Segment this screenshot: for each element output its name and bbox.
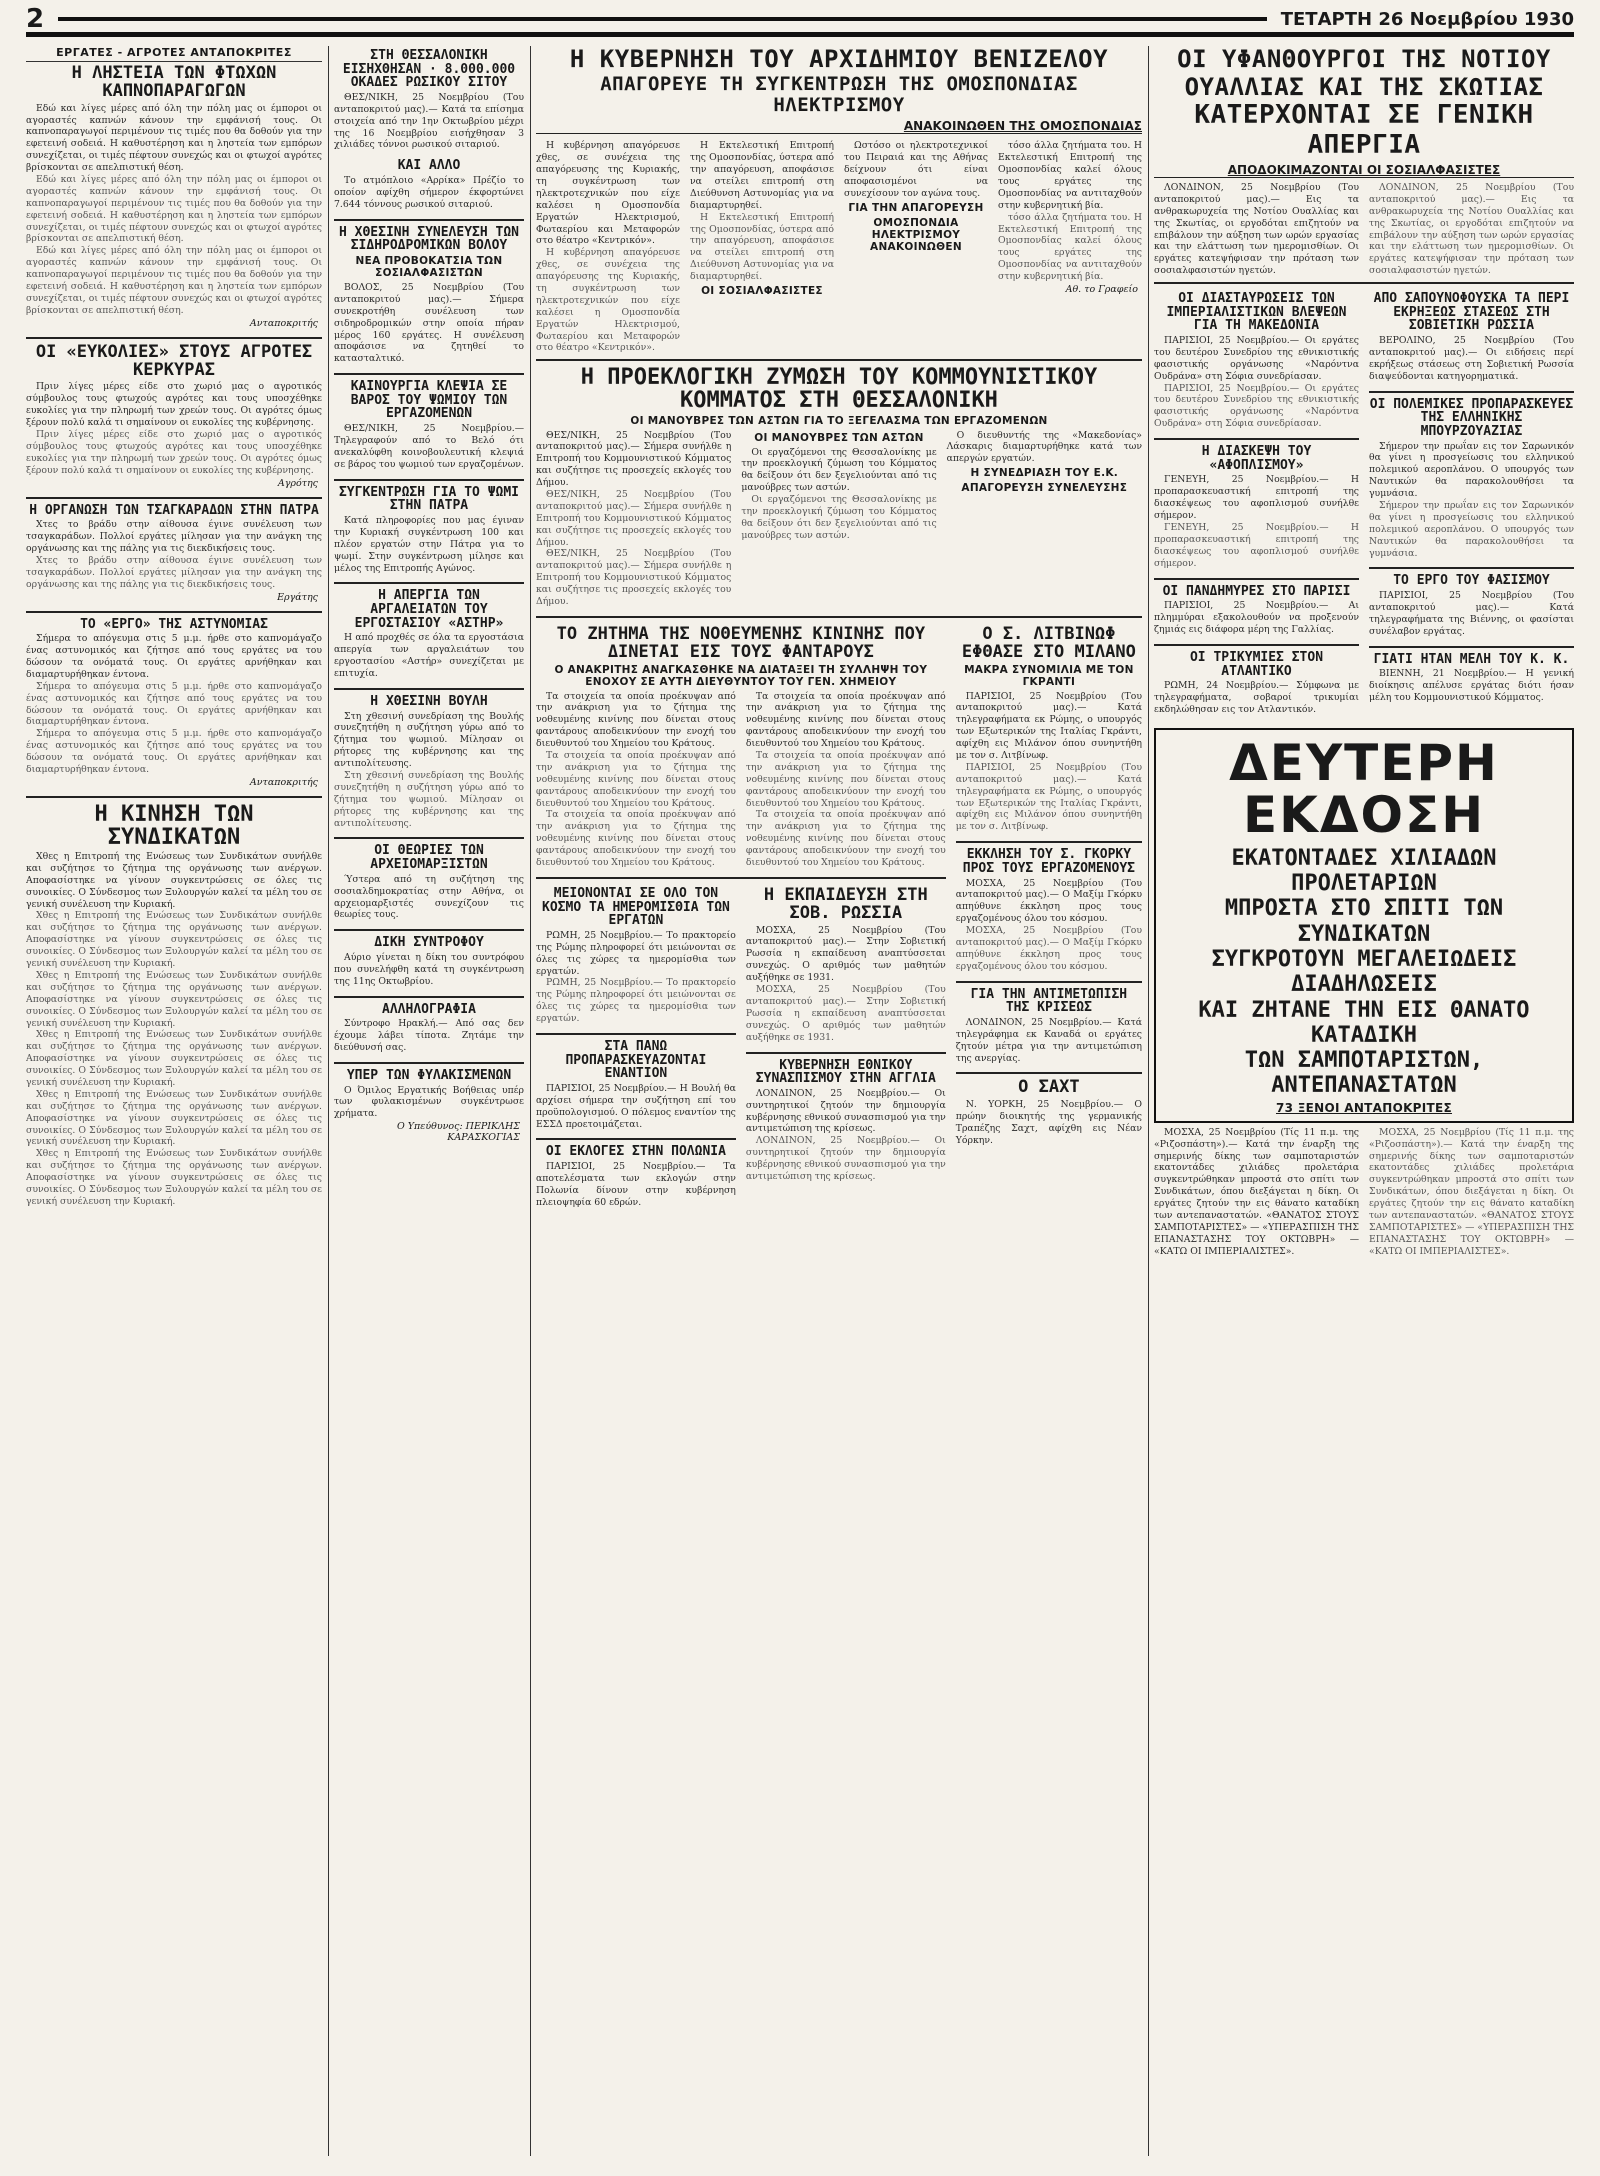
article-shoemakers xyxy=(26,504,322,603)
article-body: Κατά πληροφορίες που μας έγιναν την Κυριακή συγκέντρωση 100 και πλέον εργατών στην Πάτρα για το ψωμί. Στην συγκέντρωση μίλησε και μέλος της Επιτροπής Αγώνος. xyxy=(334,514,524,574)
article-headline: ΟΙ ΔΙΑΣΤΑΥΡΩΣΕΙΣ ΤΩΝ ΙΜΠΕΡΙΑΛΙΣΤΙΚΩΝ ΒΛΕΨΕΩΝ ΓΙΑ ΤΗ ΜΑΚΕΔΟΝΙΑ xyxy=(1166,291,1347,334)
news-col-a xyxy=(536,884,736,1217)
second-edition-columns xyxy=(1154,1127,1574,1258)
lead-subheading: ΓΙΑ ΤΗΝ ΑΠΑΓΟΡΕΥΣΗ xyxy=(848,201,984,214)
article-body: ΡΩΜΗ, 24 Νοεμβρίου.— Σύμφωνα με τηλεγραφήματα, σοβαροί τρικυμίαι εκδηλώθησαν εις τον Ατλαντικόν. xyxy=(1154,680,1359,715)
column-1 xyxy=(26,46,322,1216)
article-litvinov xyxy=(955,623,1142,833)
article-headline: Ο ΣΑΧΤ xyxy=(1018,1077,1080,1098)
article-headline: ΚΑΙΝΟΥΡΓΙΑ ΚΛΕΨΙΑ ΣΕ ΒΑΡΟΣ ΤΟΥ ΨΩΜΙΟΥ ΤΩΝ ΕΡΓΑΖΟΜΕΝΩΝ xyxy=(350,379,508,422)
news-col-b xyxy=(746,884,946,1217)
article-body: Τα στοιχεία τα οποία προέκυψαν από την ανάκριση για το ζήτημα της νοθευμένης κινίνης που δίνεται στους φαντάρους αποδεικνύουν την ενοχή του διευθυντού του Χημείου του Κράτους. xyxy=(536,690,736,750)
article-schacht xyxy=(956,1079,1142,1146)
page-number: 2 xyxy=(26,4,45,34)
article-subheadline: ΜΑΚΡΑ ΣΥΝΟΜΙΛΙΑ ΜΕ ΤΟΝ ΓΚΡΑΝΤΙ xyxy=(964,663,1134,688)
article-body-cont: ΜΟΣΧΑ, 25 Νοεμβρίου (Του ανταποκριτού μας).— Ο Μαξίμ Γκόρκυ απηύθυνε έκκληση προς τους εργαζομένους όλου του κόσμου. xyxy=(955,925,1142,972)
article-body-cont: Τα στοιχεία τα οποία προέκυψαν από την ανάκριση για το ζήτημα της νοθευμένης κινίνης που δίνεται στους φαντάρους αποδεικνύουν την ενοχή του διευθυντού του Χημείου του Κράτους. xyxy=(745,809,946,869)
article-soviet-rumor xyxy=(1369,292,1574,382)
lead-signature: Αθ. το Γραφείο xyxy=(1065,283,1138,295)
article-body-cont: Χθες η Επιτροπή της Ενώσεως των Συνδικάτων συνήλθε και συζήτησε το ζήτημα της οργάνωσης των ανέργων. Αποφασίστηκε να γίνουν συγκεντρώσεις σε όλες τις συνοικίες. Ο Σύνδεσμος των Ξυλουργών καλεί τα μέλη του σε γενική συνέλευση την Κυριακή. xyxy=(26,1088,322,1148)
article-archeiomarxists xyxy=(334,844,524,921)
separator xyxy=(26,796,322,798)
lead-body-cont: Η Εκτελεστική Επιτροπή της Ομοσπονδίας, ύστερα από την απαγόρευση, αποφάσισε να στείλει επιτροπή στη Διεύθυνση Αστυνομίας για να διαμαρτυρηθεί. xyxy=(690,211,834,283)
article-headline: ΑΠΟ ΣΑΠΟΥΝΟΦΟΥΣΚΑ ΤΑ ΠΕΡΙ ΕΚΡΗΞΕΩΣ ΣΤΑΣΕΩΣ ΣΤΗ ΣΟΒΙΕΤΙΚΗ ΡΩΣΣΙΑ xyxy=(1373,291,1570,334)
quinine-col-a xyxy=(536,691,736,869)
section-kicker: ΕΡΓΑΤΕΣ - ΑΓΡΟΤΕΣ ΑΝΤΑΠΟΚΡΙΤΕΣ xyxy=(26,46,322,62)
column-5 xyxy=(1154,46,1574,1258)
separator xyxy=(1369,567,1574,569)
article-body: Σήμερα το απόγευμα στις 5 μ.μ. ήρθε στο καπνομάγαζο ένας αστυνομικός και ζήτησε από τους εργάτες να του δώσουν τα ονόματά τους. Οι εργάτες αρνήθηκαν και διαμαρτυρήθηκαν έντονα. xyxy=(26,633,322,680)
article-headline: ΟΙ ΠΑΝΔΗΜΥΡΕΣ ΣΤΟ ΠΑΡΙΣΙ xyxy=(1162,583,1351,599)
article-body: Οι εργαζόμενοι της Θεσσαλονίκης με την προεκλογική ζύμωση του Κόμματος θα δείξουν ότι δεν ξεγελιούνται από τις μανούβρες των αστών. xyxy=(741,446,937,494)
separator xyxy=(26,611,322,613)
article-headline: ΑΛΛΗΛΟΓΡΑΦΙΑ xyxy=(382,1001,476,1017)
separator xyxy=(1369,391,1574,393)
article-body-cont: ΘΕΣ/ΝΙΚΗ, 25 Νοεμβρίου (Του ανταποκριτού μας).— Σήμερα συνήλθε η Επιτροπή του Κομμουνιστικού Κόμματος και συζήτησε τις προσεχείς εκλογές του Δήμου. xyxy=(536,548,732,607)
lead-subheading: ΟΙ ΣΟΣΙΑΛΦΑΣΙΣΤΕΣ xyxy=(701,284,823,297)
article-body: ΠΑΡΙΣΙΟΙ, 25 Νοεμβρίου.— Τα αποτελέσματα των εκλογών στην Πολωνία δίνουν στην κυβέρνηση πλειοψηφία 60 εδρών. xyxy=(536,1161,736,1208)
article-body-cont: Σήμερα το απόγευμα στις 5 μ.μ. ήρθε στο καπνομάγαζο ένας αστυνομικός και ζήτησε από τους εργάτες να του δώσουν τα ονόματά τους. Οι εργάτες αρνήθηκαν και διαμαρτυρήθηκαν έντονα. xyxy=(26,680,322,728)
article-body-cont: Οι εργαζόμενοι της Θεσσαλονίκης με την προεκλογική ζύμωση του Κόμματος θα δείξουν ότι δεν ξεγελιούνται από τις μανούβρες των αστών. xyxy=(741,494,937,541)
article-body-cont: ΡΩΜΗ, 25 Νοεμβρίου.— Το πρακτορείο της Ρώμης πληροφορεί ότι μειώνονται σε όλες τις χώρες τα ημερομίσθια των εργατών. xyxy=(536,977,736,1025)
article-body-cont: Τα στοιχεία τα οποία προέκυψαν από την ανάκριση για το ζήτημα της νοθευμένης κινίνης που δίνεται στους φαντάρους αποδεικνύουν την ενοχή του διευθυντού του Χημείου του Κράτους. xyxy=(536,809,736,869)
lead-col-b xyxy=(690,140,834,354)
article-headline: ΓΙΑ ΤΗΝ ΑΝΤΙΜΕΤΩΠΙΣΗ ΤΗΣ ΚΡΙΣΕΩΣ xyxy=(970,986,1128,1016)
article-body: ΜΟΣΧΑ, 25 Νοεμβρίου (Τίς 11 π.μ. της «Ριζοσπάστη»).— Κατά την έναρξη της σημερινής δίκης των σαμποταριστών εκατοντάδες χιλιάδες προλετάρια συγκεντρώθηκαν μπροστά στο σπίτι των Συνδικάτων, όπου διεξάγεται η δίκη. Οι εργάτες ζητούν την εις θάνατο καταδίκη των αντεπαναστατών. «ΘΑΝΑΤΟΣ ΣΤΟΥΣ ΣΑΜΠΟΤΑΡΙΣΤΕΣ» — «ΥΠΕΡΑΣΠΙΣΗ ΤΗΣ ΕΠΑΝΑΣΤΑΣΗΣ ΤΟΥ ΟΚΤΩΒΡΗ» — «ΚΑΤΩ ΟΙ ΙΜΠΕΡΙΑΛΙΣΤΕΣ». xyxy=(1154,1126,1359,1257)
article-and-another xyxy=(334,159,524,210)
article-prisoners xyxy=(334,1069,524,1143)
article-body: Χτες το βράδυ στην αίθουσα έγινε συνέλευση των τσαγκαράδων. Πολλοί εργάτες μίλησαν για την ανάγκη της οργάνωσης και της πάλης για τις διεκδικήσεις τους. xyxy=(26,519,322,554)
article-headline: ΤΟ ΖΗΤΗΜΑ ΤΗΣ ΝΟΘΕΥΜΕΝΗΣ ΚΙΝΙΝΗΣ ΠΟΥ ΔΙΝΕΤΑΙ ΕΙΣ ΤΟΥΣ ΦΑΝΤΑΡΟΥΣ xyxy=(556,623,926,662)
article-body-cont: Χθες η Επιτροπή της Ενώσεως των Συνδικάτων συνήλθε και συζήτησε το ζήτημα της οργάνωσης των ανέργων. Αποφασίστηκε να γίνουν συγκεντρώσεις σε όλες τις συνοικίες. Ο Σύνδεσμος των Ξυλουργών καλεί τα μέλη του σε γενική συνέλευση την Κυριακή. xyxy=(26,1148,322,1207)
article-quinine xyxy=(536,623,946,869)
miners-col-b xyxy=(1369,182,1574,277)
article-body-cont: Εδώ και λίγες μέρες από όλη την πόλη μας οι έμποροι οι αγοραστές καπνών κάνουν την εμφάνισή τους. Οι καπνοπαραγωγοί περιμένουν τις τιμές που θα δοθούν για την εφετεινή σοδειά. Η καθυστέρηση και η ληστεία των εμπόρων συνεχίζεται, οι τιμές πέφτουν συνεχώς και οι φτωχοί αγρότες βρίσκονται σε απελπιστική θέση. xyxy=(26,245,322,316)
article-parliament xyxy=(334,695,524,830)
masthead xyxy=(26,6,1574,37)
article-subheadline: Ο ΑΝΑΚΡΙΤΗΣ ΑΝΑΓΚΑΣΘΗΚΕ ΝΑ ΔΙΑΤΑΞΕΙ ΤΗ ΣΥΛΛΗΨΗ ΤΟΥ ΕΝΟΧΟΥ ΣΕ ΑΥΤΗ ΔΙΕΥΘΥΝΤΟΥ ΤΟΥ ΓΕΝ. ΧΗΜΕΙΟΥ xyxy=(554,663,928,688)
miners-banner xyxy=(1154,46,1574,178)
article-body: Πριν λίγες μέρες είδε στο χωριό μας ο αγροτικός σύμβουλος τους φτωχούς αγρότες και τους υποσχέθηκε ευκολίες για την πληρωμή των χρεών τους. Οι αγρότες όμως ξέρουν πολύ καλά τι σημαίνουν οι ευκολίες της κυβέρνησης. xyxy=(26,381,322,429)
article-headline: Η ΔΙΑΣΚΕΨΗ ΤΟΥ «ΑΦΟΠΛΙΣΜΟΥ» xyxy=(1201,444,1312,473)
article-headline: Η ΧΘΕΣΙΝΗ ΒΟΥΛΗ xyxy=(370,693,488,709)
election-columns xyxy=(536,430,1142,608)
article-signature: Εργάτης xyxy=(277,591,318,603)
article-body-cont: Τα στοιχεία τα οποία προέκυψαν από την ανάκριση για το ζήτημα της νοθευμένης κινίνης που δίνεται στους φαντάρους αποδεικνύουν την ενοχή του διευθυντού του Χημείου του Κράτους. xyxy=(536,750,736,809)
column-rule xyxy=(328,46,329,2156)
miners-headline-1: ΟΙ ΥΦΑΝΘΟΥΡΓΟΙ ΤΗΣ ΝΟΤΙΟΥ ΟΥΑΛΛΙΑΣ ΚΑΙ ΤΗΣ ΣΚΩΤΙΑΣ xyxy=(1177,46,1551,101)
article-disarmament xyxy=(1154,445,1359,569)
article-kerkyra xyxy=(26,341,322,489)
article-body-cont: ΜΟΣΧΑ, 25 Νοεμβρίου (Του ανταποκριτού μας).— Στην Σοβιετική Ρωσσία η εκπαίδευση αναπτύσσεται συνεχώς. Ο αριθμός των μαθητών αυξήθηκε σε 1931. xyxy=(745,984,946,1043)
article-headline: ΚΥΒΕΡΝΗΣΗ ΕΘΝΙΚΟΥ ΣΥΝΑΣΠΙΣΜΟΥ ΣΤΗΝ ΑΓΓΛΙΑ xyxy=(755,1057,936,1087)
article-body: ΒΟΛΟΣ, 25 Νοεμβρίου (Του ανταποκριτού μας).— Σήμερα συνεκροτήθη συνέλευση των σιδηροδρομικών στην οποία πήραν μέρος 160 εργάτες. Η συνέλευση αποφάσισε να ζητηθεί το κατασταλτικό. xyxy=(334,281,524,365)
second-edition-headline-1: ΕΚΑΤΟΝΤΑΔΕΣ ΧΙΛΙΑΔΩΝ ΠΡΟΛΕΤΑΡΙΩΝ xyxy=(1231,845,1497,897)
article-body: ΘΕΣ/ΝΙΚΗ, 25 Νοεμβρίου (Του ανταποκριτού μας).— Κατά τα επίσημα στοιχεία από την 1ην Οκτωβρίου μέχρι της 16 Νοεμβρίου εισήχθησαν 3 χιλιάδες τόννοι ρωσικού σιταριού. xyxy=(334,91,524,151)
article-subheadline: ΟΙ ΜΑΝΟΥΒΡΕΣ ΤΩΝ ΑΣΤΩΝ ΓΙΑ ΤΟ ΞΕΓΕΛΑΣΜΑ ΤΩΝ ΕΡΓΑΖΟΜΕΝΩΝ xyxy=(630,414,1048,427)
article-body: ΛΟΝΔΙΝΟΝ, 25 Νοεμβρίου.— Οι συντηρητικοί ζητούν την δημιουργία κυβέρνησης εθνικού συνασπισμού για την αντιμετώπιση της κρίσεως. xyxy=(745,1087,946,1135)
article-body: ΒΙΕΝΝΗ, 21 Νοεμβρίου.— Η γενική διοίκησις απέλυσε εργάτας διότι ήσαν μέλη του Κομμουνιστικού Κόμματος. xyxy=(1369,668,1574,704)
separator xyxy=(956,1072,1142,1074)
separator xyxy=(334,837,524,839)
article-election xyxy=(536,366,1142,608)
separator xyxy=(956,981,1142,983)
right-col-a xyxy=(1154,289,1359,724)
lead-article-columns xyxy=(536,140,1142,354)
article-body: Σήμερον την πρωΐαν εις τον Σαρωνικόν θα γίνει η προσγείωσις του ελληνικού πολεμικού αεροπλάνου. Ο υπουργός των Ναυτικών θα παρακολουθήσει τα γυμνάσια. xyxy=(1369,440,1574,500)
article-body: Τα στοιχεία τα οποία προέκυψαν από την ανάκριση για το ζήτημα της νοθευμένης κινίνης που δίνεται στους φαντάρους αποδεικνύουν την ενοχή του διευθυντού του Χημείου του Κράτους. xyxy=(745,690,946,750)
article-headline: ΓΙΑΤΙ ΗΤΑΝ ΜΕΛΗ ΤΟΥ Κ. Κ. xyxy=(1373,651,1570,667)
article-bread-theft xyxy=(334,380,524,470)
lead-body-cont: Η κυβέρνηση απαγόρευσε χθες, σε συνέχεια της απαγόρευσης της Κυριακής, τη συγκέντρωση των ηλεκτροτεχνικών που είχε καλέσει η Ομοσπονδία Εργατών Ηλεκτρισμού, Φωταερίου και Μεταφορών στο θέατρο «Κεντρικόν». xyxy=(536,247,680,354)
separator xyxy=(536,1033,736,1035)
article-macedonia xyxy=(1154,292,1359,430)
article-body-cont: Χθες η Επιτροπή της Ενώσεως των Συνδικάτων συνήλθε και συζήτησε το ζήτημα της οργάνωσης των ανέργων. Αποφασίστηκε να γίνουν συγκεντρώσεις σε όλες τις συνοικίες. Ο Σύνδεσμος των Ξυλουργών καλεί τα μέλη του σε γενική συνέλευση την Κυριακή. xyxy=(26,969,322,1029)
article-fascism xyxy=(1369,574,1574,637)
separator xyxy=(334,929,524,931)
article-crisis xyxy=(956,988,1142,1065)
article-headline: ΤΟ «ΕΡΓΟ» ΤΗΣ ΑΣΤΥΝΟΜΙΑΣ xyxy=(80,616,268,632)
article-body: ΛΟΝΔΙΝΟΝ, 25 Νοεμβρίου (Του ανταποκριτού μας).— Εις τα ανθρακωρυχεία της Νοτίου Ουαλλίας και της Σκωτίας, οι εργοδόται επιζητούν να επιβάλουν την αύξηση των ωρών εργασίας και την ελάττωση των ημερομισθίων. Οι εργάτες κατεψήφισαν την πρόταση των σοσιαλφασιστών ηγετών. xyxy=(1154,181,1359,277)
masthead-rule xyxy=(58,17,1267,21)
article-wages xyxy=(536,887,736,1025)
article-astir-strike xyxy=(334,589,524,679)
lower-center-grid xyxy=(536,623,1142,1217)
article-signature: Αγρότης xyxy=(277,477,318,489)
lead-body: τόσο άλλα ζητήματα του. Η Εκτελεστική Επιτροπή της Ομοσπονδίας καλεί όλους τους εργάτες της Ομοσπονδίας να αντιταχθούν στην κυβερνητική βία. xyxy=(998,140,1142,211)
second-edition-headline-5: ΤΩΝ ΣΑΜΠΟΤΑΡΙΣΤΩΝ, ΑΝΤΕΠΑΝΑΣΤΑΤΩΝ xyxy=(1244,1048,1484,1099)
second-edition-box xyxy=(1154,728,1574,1123)
separator xyxy=(1154,438,1359,440)
article-headline: Η ΛΗΣΤΕΙΑ ΤΩΝ ΦΤΩΧΩΝ ΚΑΠΝΟΠΑΡΑΓΩΓΩΝ xyxy=(71,63,277,101)
article-body-cont: Σήμερα το απόγευμα στις 5 μ.μ. ήρθε στο καπνομάγαζο ένας αστυνομικός και ζήτησε από τους εργάτες να του δώσουν τα ονόματά τους. Οι εργάτες αρνήθηκαν και διαμαρτυρήθηκαν έντονα. xyxy=(26,728,322,775)
separator xyxy=(1154,282,1574,284)
article-headline: ΣΤΗ ΘΕΣΣΑΛΟΝΙΚΗ ΕΙΣΗΧΘΗΣΑΝ · 8.000.000 ΟΚΑΔΕΣ ΡΩΣΙΚΟΥ ΣΙΤΟΥ xyxy=(342,48,516,91)
issue-date: ΤΕΤΑΡΤΗ 26 Νοεμβρίου 1930 xyxy=(1280,8,1574,30)
article-headline: ΣΤΑ ΠΑΝΩ ΠΡΟΠΑΡΑΣΚΕΥΑΖΟΝΤΑΙ ΕΝΑΝΤΙΟΝ xyxy=(565,1038,707,1082)
lead-headline-2: ΑΠΑΓΟΡΕΥΕ ΤΗ ΣΥΓΚΕΝΤΡΩΣΗ ΤΗΣ ΟΜΟΣΠΟΝΔΙΑΣ ΗΛΕΚΤΡΙΣΜΟΥ xyxy=(600,72,1078,117)
article-body: ΜΟΣΧΑ, 25 Νοεμβρίου (Του ανταποκριτού μας).— Ο Μαξίμ Γκόρκυ απηύθυνε έκκληση προς τους εργαζομένους όλου του κόσμου. xyxy=(955,877,1142,925)
article-wheat xyxy=(334,49,524,151)
second-edition-title: ΔΕΥΤΕΡΗ ΕΚΔΟΣΗ xyxy=(1229,733,1499,845)
article-body: ΠΑΡΙΣΙΟΙ, 25 Νοεμβρίου (Του ανταποκριτού μας).— Κατά τηλεγραφήματα εκ Ρώμης, ο υπουργός των Εξωτερικών της Ιταλίας Γκράντι, αφίχθη εις Μιλάνον όπου συνηντήθη με τον σ. Λιτβίνωφ. xyxy=(955,690,1142,761)
article-body-cont: Στη χθεσινή συνεδρίαση της Βουλής συνεζητήθη η συζήτηση γύρω από το ζήτημα του ψωμιού. Μίλησαν οι ρήτορες της κυβέρνησης και της αντιπολίτευσης. xyxy=(334,770,524,829)
separator xyxy=(1154,578,1359,580)
column-rule xyxy=(1148,46,1149,2156)
article-headline: ΕΚΚΛΗΣΗ ΤΟΥ Σ. ΓΚΟΡΚΥ ΠΡΟΣ ΤΟΥΣ ΕΡΓΑΖΟΜΕΝΟΥΣ xyxy=(962,847,1135,876)
article-headline: ΣΥΓΚΕΝΤΡΩΣΗ ΓΙΑ ΤΟ ΨΩΜΙ ΣΤΗΝ ΠΑΤΡΑ xyxy=(338,484,519,514)
separator xyxy=(536,1138,736,1140)
separator xyxy=(1369,646,1574,648)
article-headline: Η ΕΚΠΑΙΔΕΥΣΗ ΣΤΗ ΣΟΒ. ΡΩΣΣΙΑ xyxy=(763,884,928,923)
separator xyxy=(334,479,524,481)
article-body-cont: ΛΟΝΔΙΝΟΝ, 25 Νοεμβρίου (Του ανταποκριτού μας).— Εις τα ανθρακωρυχεία της Νοτίου Ουαλλίας και της Σκωτίας, οι εργοδόται επιζητούν να επιβάλουν την αύξηση των ωρών εργασίας και την ελάττωση των ημερομισθίων. Οι εργάτες κατεψήφισαν την πρόταση των σοσιαλφασιστών ηγετών. xyxy=(1369,181,1574,277)
article-subheading: ΑΠΑΓΟΡΕΥΣΗ ΣΥΝΕΛΕΥΣΗΣ xyxy=(961,482,1128,495)
article-headline: ΟΙ ΕΚΛΟΓΕΣ ΣΤΗΝ ΠΟΛΩΝΙΑ xyxy=(545,1144,726,1160)
lead-col-a xyxy=(536,140,680,354)
article-comrade-trial xyxy=(334,936,524,987)
lower-right-block xyxy=(956,623,1142,1217)
article-body: Στη χθεσινή συνεδρίαση της Βουλής συνεζητήθη η συζήτηση γύρω από το ζήτημα του ψωμιού. Μίλησαν οι ρήτορες της κυβέρνησης και της αντιπολίτευσης. xyxy=(334,710,524,770)
lead-col-d xyxy=(998,140,1142,354)
article-headline: ΔΙΚΗ ΣΥΝΤΡΟΦΟΥ xyxy=(374,935,484,951)
article-body-cont: ΠΑΡΙΣΙΟΙ, 25 Νοεμβρίου.— Οι εργάτες του δευτέρου Συνεδρίου της εθνικιστικής φασιστικής οργάνωσης «Ναρόντνα Ουδράνα» στη Σόφια συνεδρίασαν. xyxy=(1154,382,1359,430)
article-war-prep xyxy=(1369,398,1574,560)
article-signature: Ανταποκριτής xyxy=(249,776,318,788)
article-unions xyxy=(26,803,322,1208)
right-grid xyxy=(1154,289,1574,724)
article-body: Εδώ και λίγες μέρες από όλη την πόλη μας οι έμποροι οι αγοραστές καπνών κάνουν την εμφάνισή τους. Οι καπνοπαραγωγοί περιμένουν τις τιμές που θα δοθούν για την εφετεινή σοδειά. Η καθυστέρηση και η ληστεία των εμπόρων συνεχίζεται, οι τιμές πέφτουν συνεχώς και οι φτωχοί αγρότες βρίσκονται σε απελπιστική θέση. xyxy=(26,102,322,174)
news-grid xyxy=(536,884,946,1217)
article-body-cont: ΘΕΣ/ΝΙΚΗ, 25 Νοεμβρίου (Του ανταποκριτού μας).— Σήμερα συνήλθε η Επιτροπή του Κομμουνιστικού Κόμματος και συζήτησε τις προσεχείς εκλογές του Δήμου. xyxy=(536,488,732,548)
lower-left-block xyxy=(536,623,946,1217)
article-railway xyxy=(334,226,524,366)
article-headline: Η ΑΠΕΡΓΙΑ ΤΩΝ ΑΡΓΑΛΕΙΑΤΩΝ ΤΟΥ ΕΡΓΟΣΤΑΣΙΟΥ «ΑΣΤΗΡ» xyxy=(354,588,504,631)
separator xyxy=(536,616,1142,618)
separator xyxy=(746,1052,946,1054)
article-body-cont: Χθες η Επιτροπή της Ενώσεως των Συνδικάτων συνήλθε και συζήτησε το ζήτημα της οργάνωσης των ανέργων. Αποφασίστηκε να γίνουν συγκεντρώσεις σε όλες τις συνοικίες. Ο Σύνδεσμος των Ξυλουργών καλεί τα μέλη του σε γενική συνέλευση την Κυριακή. xyxy=(26,1029,322,1088)
lead-body-cont: τόσο άλλα ζητήματα του. Η Εκτελεστική Επιτροπή της Ομοσπονδίας καλεί όλους τους εργάτες της Ομοσπονδίας να αντιταχθούν στην κυβερνητική βία. xyxy=(998,211,1142,283)
article-body: Χθες η Επιτροπή της Ενώσεως των Συνδικάτων συνήλθε και συζήτησε το ζήτημα της οργάνωσης των ανέργων. Αποφασίστηκε να γίνουν συγκεντρώσεις σε όλες τις συνοικίες. Ο Σύνδεσμος των Ξυλουργών καλεί τα μέλη του σε γενική συνέλευση την Κυριακή. xyxy=(26,851,322,910)
article-body: Η από προχθές σε όλα τα εργοστάσια απεργία των αργαλειάτων του εργοστασίου «Αστήρ» συνεχίζεται με επιτυχία. xyxy=(334,632,524,680)
second-edition-headline-2: ΜΠΡΟΣΤΑ ΣΤΟ ΣΠΙΤΙ ΤΩΝ ΣΥΝΔΙΚΑΤΩΝ xyxy=(1224,896,1504,947)
article-education xyxy=(745,884,946,1044)
lead-body: Η Εκτελεστική Επιτροπή της Ομοσπονδίας, ύστερα από την απαγόρευση, αποφάσισε να στείλει επιτροπή στη Διεύθυνση Αστυνομίας για να διαμαρτυρηθεί. xyxy=(690,140,834,211)
article-headline: ΚΑΙ ΑΛΛΟ xyxy=(397,158,461,174)
article-signature: Ανταποκριτής xyxy=(249,317,318,329)
article-body-cont: Χτες το βράδυ στην αίθουσα έγινε συνέλευση των τσαγκαράδων. Πολλοί εργάτες μίλησαν για την ανάγκη της οργάνωσης και της πάλης για τις διεκδικήσεις τους. xyxy=(26,554,322,590)
article-body: Σύντροφο Ηρακλή.— Από σας δεν έχουμε λάβει τίποτα. Ζητάμε την διεύθυνσή σας. xyxy=(334,1018,524,1054)
article-body: Ο διευθυντής της «Μακεδονίας» Λάσκαρις διαμαρτυρήθηκε κατά των απεργών εργατών. xyxy=(946,429,1142,465)
article-police xyxy=(26,618,322,788)
second-edition-subheadline: 73 ΞΕΝΟΙ ΑΝΤΑΠΟΚΡΙΤΕΣ xyxy=(1275,1100,1453,1115)
article-body: ΠΑΡΙΣΙΟΙ, 25 Νοεμβρίου (Του ανταποκριτού μας).— Κατά τηλεγραφήματα της Βιέννης, οι φασίσται συνέλαβον εργάτας. xyxy=(1369,590,1574,637)
article-body: Αύριο γίνεται η δίκη του συντρόφου που συνελήφθη κατά τη συγκέντρωση της 11ης Οκτωβρίου. xyxy=(334,951,524,987)
separator xyxy=(334,996,524,998)
article-body: Ν. ΥΟΡΚΗ, 25 Νοεμβρίου.— Ο πρώην διοικητής της γερμανικής Τραπέζης Σαχτ, αφίχθη εις Νέαν Υόρκην. xyxy=(955,1099,1142,1146)
article-headline: ΤΟ ΕΡΓΟ ΤΟΥ ΦΑΣΙΣΜΟΥ xyxy=(1393,573,1550,589)
article-headline: ΟΙ ΤΡΙΚΥΜΙΕΣ ΣΤΟΝ ΑΤΛΑΝΤΙΚΟ xyxy=(1189,649,1324,679)
miners-columns xyxy=(1154,182,1574,277)
article-body: ΡΩΜΗ, 25 Νοεμβρίου.— Το πρακτορείο της Ρώμης πληροφορεί ότι μειώνονται σε όλες τις χώρες τα ημερομίσθια των εργατών. xyxy=(536,929,736,977)
article-patra-bread xyxy=(334,486,524,575)
article-body: ΘΕΣ/ΝΙΚΗ, 25 Νοεμβρίου (Του ανταποκριτού μας).— Σήμερα συνήλθε η Επιτροπή του Κομμουνιστικού Κόμματος και συζήτησε τις προσεχείς εκλογές του Δήμου. xyxy=(536,429,732,489)
separator xyxy=(334,219,524,221)
article-headline: ΥΠΕΡ ΤΩΝ ΦΥΛΑΚΙΣΜΕΝΩΝ xyxy=(346,1067,512,1083)
article-body: Το ατμόπλοιο «Αρρίκα» Πρέζίο το οποίον αφίχθη σήμερον έκφορτώνει 7.644 τόννους ρωσικού σιταριού. xyxy=(334,175,524,210)
quinine-columns xyxy=(536,691,946,869)
lead-col-c xyxy=(844,140,988,354)
article-subheading: ΟΙ ΜΑΝΟΥΒΡΕΣ ΤΩΝ ΑΣΤΩΝ xyxy=(754,431,924,444)
election-col-b xyxy=(741,430,936,608)
article-body-cont: Πριν λίγες μέρες είδε στο χωριό μας ο αγροτικός σύμβουλος τους φτωχούς αγρότες και τους υποσχέθηκε ευκολίες για την πληρωμή των χρεών τους. Οι αγρότες όμως ξέρουν πολύ καλά τι σημαίνουν οι ευκολίες της κυβέρνησης. xyxy=(26,428,322,476)
column-2 xyxy=(334,46,524,1151)
lead-subheadline: ΑΝΑΚΟΙΝΩΘΕΝ ΤΗΣ ΟΜΟΣΠΟΝΔΙΑΣ xyxy=(903,119,1142,134)
article-headline: ΟΙ «ΕΥΚΟΛΙΕΣ» ΣΤΟΥΣ ΑΓΡΟΤΕΣ ΚΕΡΚΥΡΑΣ xyxy=(35,341,313,380)
election-col-c xyxy=(947,430,1142,608)
article-headline: Ο Σ. ΛΙΤΒΙΝΩΦ ΕΦΘΑΣΕ ΣΤΟ ΜΙΛΑΝΟ xyxy=(961,623,1136,662)
article-body-cont: ΛΟΝΔΙΝΟΝ, 25 Νοεμβρίου.— Οι συντηρητικοί ζητούν την δημιουργία κυβέρνησης εθνικού συνασπισμού για την αντιμετώπιση της κρίσεως. xyxy=(745,1135,946,1183)
article-headline: Η ΧΘΕΣΙΝΗ ΣΥΝΕΛΕΥΣΗ ΤΩΝ ΣΙΔΗΡΟΔΡΟΜΙΚΩΝ ΒΟΛΟΥ xyxy=(338,224,519,254)
separator xyxy=(1154,644,1359,646)
article-france xyxy=(536,1040,736,1130)
article-subheadline: ΝΕΑ ΠΡΟΒΟΚΑΤΣΙΑ ΤΩΝ ΣΟΣΙΑΛΦΑΣΙΣΤΩΝ xyxy=(355,254,503,279)
separator xyxy=(26,337,322,339)
article-body-cont: Χθες η Επιτροπή της Ενώσεως των Συνδικάτων συνήλθε και συζήτησε το ζήτημα της οργάνωσης των ανέργων. Αποφασίστηκε να γίνουν συγκεντρώσεις σε όλες τις συνοικίες. Ο Σύνδεσμος των Ξυλουργών καλεί τα μέλη του σε γενική συνέλευση την Κυριακή. xyxy=(26,910,322,970)
separator xyxy=(536,359,1142,361)
article-body-cont: Εδώ και λίγες μέρες από όλη την πόλη μας οι έμποροι οι αγοραστές καπνών κάνουν την εμφάνισή τους. Οι καπνοπαραγωγοί περιμένουν τις τιμές που θα δοθούν για την εφετεινή σοδειά. Η καθυστέρηση και η ληστεία των εμπόρων συνεχίζεται, οι τιμές πέφτουν συνεχώς και οι φτωχοί αγρότες βρίσκονται σε απελπιστική θέση. xyxy=(26,174,322,245)
article-headline: ΟΙ ΠΟΛΕΜΙΚΕΣ ΠΡΟΠΑΡΑΣΚΕΥΕΣ ΤΗΣ ΕΛΛΗΝΙΚΗΣ ΜΠΟΥΡΖΟΥΑΖΙΑΣ xyxy=(1369,396,1574,439)
article-storms xyxy=(1154,651,1359,716)
lead-banner xyxy=(536,46,1142,134)
responsible-editor: Ο Υπεύθυνος: ΠΕΡΙΚΛΗΣ ΚΑΡΑΣΚΟΓΙΑΣ xyxy=(396,1121,520,1144)
separator xyxy=(334,688,524,690)
article-coalition xyxy=(746,1059,946,1183)
second-edition-col-b xyxy=(1369,1127,1574,1258)
article-correspondence xyxy=(334,1003,524,1054)
article-body-cont: ΜΟΣΧΑ, 25 Νοεμβρίου (Τίς 11 π.μ. της «Ριζοσπάστη»).— Κατά την έναρξη της σημερινής δίκης των σαμποταριστών εκατοντάδες χιλιάδες προλετάρια συγκεντρώθηκαν μπροστά στο σπίτι των Συνδικάτων, όπου διεξάγεται η δίκη. Οι εργάτες ζητούν την εις θάνατο καταδίκη των αντεπαναστατών. «ΘΑΝΑΤΟΣ ΣΤΟΥΣ ΣΑΜΠΟΤΑΡΙΣΤΕΣ» — «ΥΠΕΡΑΣΠΙΣΗ ΤΗΣ ΕΠΑΝΑΣΤΑΣΗΣ ΤΟΥ ΟΚΤΩΒΡΗ» — «ΚΑΤΩ ΟΙ ΙΜΠΕΡΙΑΛΙΣΤΕΣ». xyxy=(1369,1126,1574,1257)
separator xyxy=(334,373,524,375)
separator xyxy=(334,1062,524,1064)
article-kk-members xyxy=(1369,653,1574,704)
separator xyxy=(536,877,946,879)
article-body: ΒΕΡΟΛΙΝΟ, 25 Νοεμβρίου (Του ανταποκριτού μας).— Οι ειδήσεις περί εκρήξεως στάσεως στη Σοβιετική Ρωσσία διαψεύδονται κατηγορηματικά. xyxy=(1369,335,1574,382)
article-body: Ο Όμιλος Εργατικής Βοήθειας υπέρ των φυλακισμένων συγκέντρωσε χρήματα. xyxy=(334,1084,524,1120)
article-body: ΠΑΡΙΣΙΟΙ, 25 Νοεμβρίου.— Η Βουλή θα αρχίσει σήμερα την συζήτηση επί του προϋπολογισμού. Ο πόλεμος εναντίον της ΕΣΣΔ προετοιμάζεται. xyxy=(536,1082,736,1130)
lead-body: Ωστόσο οι ηλεκτροτεχνικοί του Πειραιά και της Αθήνας δείχνουν ότι είναι αποφασισμένοι να συνεχίσουν τον αγώνα τους. xyxy=(844,140,988,199)
article-floods xyxy=(1154,585,1359,636)
article-body: ΜΟΣΧΑ, 25 Νοεμβρίου (Του ανταποκριτού μας).— Στην Σοβιετική Ρωσσία η εκπαίδευση αναπτύσσεται συνεχώς. Ο αριθμός των μαθητών αυξήθηκε σε 1931. xyxy=(745,924,946,984)
second-edition-col-a xyxy=(1154,1127,1359,1258)
quinine-col-b xyxy=(746,691,946,869)
article-headline: Η ΠΡΟΕΚΛΟΓΙΚΗ ΖΥΜΩΣΗ ΤΟΥ ΚΟΜΜΟΥΝΙΣΤΙΚΟΥ ΚΟΜΜΑΤΟΣ ΣΤΗ ΘΕΣΣΑΛΟΝΙΚΗ xyxy=(580,365,1098,414)
second-edition-headline-4: ΚΑΙ ΖΗΤΑΝΕ ΤΗΝ ΕΙΣ ΘΑΝΑΤΟ ΚΑΤΑΔΙΚΗ xyxy=(1198,997,1530,1048)
article-body: ΘΕΣ/ΝΙΚΗ, 25 Νοεμβρίου.— Τηλεγραφούν από το Βελό ότι ανεκαλύφθη κοινοβουλευτική κλεψιά σε βάρος του ψωμιού των εργαζομένων. xyxy=(334,423,524,470)
article-body: ΠΑΡΙΣΙΟΙ, 25 Νοεμβρίου.— Αι πλημμύραι εξακολουθούν να προξενούν ζημιάς εις διάφορα μέρη της Γαλλίας. xyxy=(1154,600,1359,635)
article-body: ΓΕΝΕΥΗ, 25 Νοεμβρίου.— Η προπαρασκευαστική επιτροπή της διασκέψεως του αφοπλισμού συνήλθε σήμερον. xyxy=(1154,474,1359,522)
article-body: Ύστερα από τη συζήτηση της σοσιαλδημοκρατίας στην Αθήνα, οι αρχειομαρξιστές συνεχίζουν τις θεωρίες τους. xyxy=(334,873,524,921)
article-headline: Η ΟΡΓΑΝΩΣΗ ΤΩΝ ΤΣΑΓΚΑΡΑΔΩΝ ΣΤΗΝ ΠΑΤΡΑ xyxy=(29,502,319,518)
column-rule xyxy=(530,46,531,2156)
right-col-b xyxy=(1369,289,1574,724)
article-body: ΠΑΡΙΣΙΟΙ, 25 Νοεμβρίου.— Οι εργάτες του δευτέρου Συνεδρίου της εθνικιστικής φασιστικής οργάνωσης «Ναρόντνα Ουδράνα» στη Σόφια συνεδρίασαν. xyxy=(1154,335,1359,382)
article-body-cont: Τα στοιχεία τα οποία προέκυψαν από την ανάκριση για το ζήτημα της νοθευμένης κινίνης που δίνεται στους φαντάρους αποδεικνύουν την ενοχή του διευθυντού του Χημείου του Κράτους. xyxy=(745,750,946,809)
separator xyxy=(334,582,524,584)
miners-subheadline: ΑΠΟΔΟΚΙΜΑΖΟΝΤΑΙ ΟΙ ΣΟΣΙΑΛΦΑΣΙΣΤΕΣ xyxy=(1227,162,1501,177)
center-columns xyxy=(536,46,1142,1217)
article-poland xyxy=(536,1145,736,1208)
article-tobacco xyxy=(26,46,322,329)
article-body: ΛΟΝΔΙΝΟΝ, 25 Νοεμβρίου.— Κατά τηλεγράφημα εκ Καναδά οι εργάτες ζητούν μέτρα για την αντιμετώπιση της ανεργίας. xyxy=(955,1016,1142,1064)
lead-body: Η κυβέρνηση απαγόρευσε χθες, σε συνέχεια της απαγόρευσης της Κυριακής, τη συγκέντρωση των ηλεκτροτεχνικών που είχε καλέσει η Ομοσπονδία Εργατών Ηλεκτρισμού, Φωταερίου και Μεταφορών στο θέατρο «Κεντρικόν». xyxy=(536,140,680,247)
article-body-cont: ΓΕΝΕΥΗ, 25 Νοεμβρίου.— Η προπαρασκευαστική επιτροπή της διασκέψεως του αφοπλισμού συνήλθε σήμερον. xyxy=(1154,521,1359,569)
article-headline: ΜΕΙΟΝΟΝΤΑΙ ΣΕ ΟΛΟ ΤΟΝ ΚΟΣΜΟ ΤΑ ΗΜΕΡΟΜΙΣΘΙΑ ΤΩΝ ΕΡΓΑΤΩΝ xyxy=(542,885,730,929)
article-headline: Η ΚΙΝΗΣΗ ΤΩΝ ΣΥΝΔΙΚΑΤΩΝ xyxy=(94,801,254,850)
lead-subheading: ΟΜΟΣΠΟΝΔΙΑ ΗΛΕΚΤΡΙΣΜΟΥ ΑΝΑΚΟΙΝΩΘΕΝ xyxy=(870,216,962,253)
separator xyxy=(956,841,1142,843)
election-col-a xyxy=(536,430,731,608)
article-subheading: Η ΣΥΝΕΔΡΙΑΣΗ ΤΟΥ Ε.Κ. xyxy=(970,467,1119,480)
article-gorky xyxy=(956,848,1142,972)
article-body-cont: ΠΑΡΙΣΙΟΙ, 25 Νοεμβρίου (Του ανταποκριτού μας).— Κατά τηλεγραφήματα εκ Ρώμης, ο υπουργός των Εξωτερικών της Ιταλίας Γκράντι, αφίχθη εις Μιλάνον όπου συνηντήθη με τον σ. Λιτβίνωφ. xyxy=(955,761,1142,833)
article-headline: ΟΙ ΘΕΩΡΙΕΣ ΤΩΝ ΑΡΧΕΙΟΜΑΡΞΙΣΤΩΝ xyxy=(370,843,488,873)
miners-headline-2: ΚΑΤΕΡΧΟΝΤΑΙ ΣΕ ΓΕΝΙΚΗ ΑΠΕΡΓΙΑ xyxy=(1194,100,1534,161)
article-body-cont: Σήμερον την πρωΐαν εις τον Σαρωνικόν θα γίνει η προσγείωσις του ελληνικού πολεμικού αεροπλάνου. Ο υπουργός των Ναυτικών θα παρακολουθήσει τα γυμνάσια. xyxy=(1369,499,1574,559)
lead-headline-1: Η ΚΥΒΕΡΝΗΣΗ ΤΟΥ ΑΡΧΙΔΗΜΙΟΥ ΒΕΝΙΖΕΛΟΥ xyxy=(569,46,1109,73)
second-edition-headline-3: ΣΥΓΚΡΟΤΟΥΝ ΜΕΓΑΛΕΙΩΔΕΙΣ ΔΙΑΔΗΛΩΣΕΙΣ xyxy=(1211,947,1517,998)
miners-col-a xyxy=(1154,182,1359,277)
separator xyxy=(26,497,322,499)
